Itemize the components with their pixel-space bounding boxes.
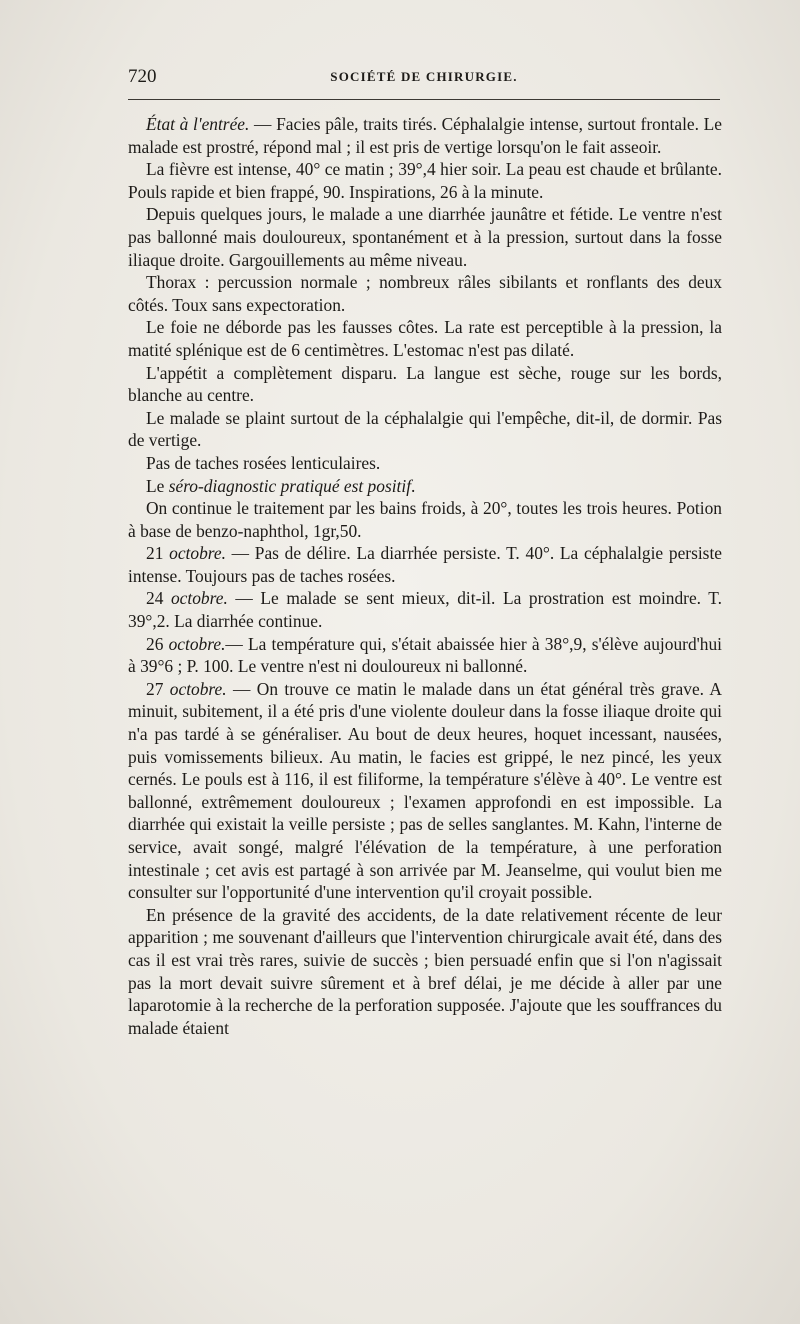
paragraph-appetit: L'appétit a complètement disparu. La langue est sèche, rouge sur les bords, blanche au centre.: [128, 362, 722, 406]
date-day: 21: [146, 543, 170, 564]
paragraph-text: — Pas de délire. La diarrhée persiste. T. 40°. La céphalalgie persiste intense. Toujours pas de taches rosées.: [128, 543, 722, 586]
paragraph-text: Le: [146, 475, 169, 496]
paragraph-diarrhee: Depuis quelques jours, le malade a une diarrhée jaunâtre et fétide. Le ventre n'est pas ballonné mais douloureux, spontanément et à la pression, surtout dans la fosse iliaque droite. Gargouillements au même niveau.: [128, 204, 722, 270]
paragraph-27-octobre: [128, 678, 722, 904]
paragraph-sero-diagnostic: [128, 475, 722, 498]
paragraph-presence: En présence de la gravité des accidents, de la date relativement récente de leur apparition ; me souvenant d'ailleurs que l'intervention chirurgicale avait été, dans des cas il est vrai très rares, suivie de succès ; bien persuadé enfin que si l'on n'agissait pas la mort devait suivre sûrement et à bref délai, je me décide à aller par une laparotomie à la recherche de la perforation supposée. J'ajoute que les souffrances du malade étaient: [128, 904, 722, 1038]
date-month: octobre.: [168, 633, 226, 654]
date-month: octobre.: [169, 543, 226, 564]
paragraph-24-octobre: [128, 587, 722, 632]
paragraph-entree: [128, 113, 722, 158]
page-number: 720: [128, 66, 157, 87]
paragraph-cephalalgie: Le malade se plaint surtout de la céphalalgie qui l'empêche, dit-il, de dormir. Pas de vertige.: [128, 407, 722, 451]
paragraph-tail: .: [411, 475, 416, 496]
paragraph-taches: Pas de taches rosées lenticulaires.: [146, 452, 381, 473]
paragraph-26-octobre: [128, 633, 722, 678]
paragraph-text: — On trouve ce matin le malade dans un état général très grave. A minuit, subitement, il a été pris d'une violente douleur dans la fosse iliaque droite qui n'a pas tardé à se généraliser. Au bout de deux heures, hoquet incessant, nausées, puis vomissements bilieux. Au matin, le facies est grippé, le nez pincé, les yeux cernés. Le pouls est à 116, il est filiforme, la température s'élève à 40°. Le ventre est ballonné, extrêmement douloureux ; l'examen approfondi en est impossible. La diarrhée qui existait la veille persiste ; pas de selles sanglantes. M. Kahn, l'interne de service, avait songé, malgré l'élévation de la température, à une perforation intestinale ; cet avis est partagé à son arrivée par M. Jeanselme, qui voulut bien me consulter sur l'opportunité d'une intervention qu'il croyait possible.: [128, 678, 722, 903]
paragraph-traitement: On continue le traitement par les bains froids, à 20°, toutes les trois heures. Potion à base de benzo-naphthol, 1gr,50.: [128, 498, 722, 541]
paragraph-21-octobre: [128, 542, 722, 587]
date-day: 24: [146, 588, 171, 609]
paragraph-text: — Le malade se sent mieux, dit-il. La prostration est moindre. T. 39°,2. La diarrhée continue.: [128, 588, 722, 632]
running-header: [128, 66, 720, 88]
paragraph-foie: Le foie ne déborde pas les fausses côtes. La rate est perceptible à la pression, la matité splénique est de 6 centimètres. L'estomac n'est pas dilaté.: [128, 317, 722, 360]
body-text: [128, 113, 722, 1039]
running-title: SOCIÉTÉ DE CHIRURGIE.: [330, 69, 518, 84]
paragraph-lead: État à l'entrée.: [146, 114, 250, 134]
date-month: octobre.: [169, 678, 227, 699]
paragraph-italic: séro-diagnostic pratiqué est positif: [168, 475, 412, 496]
date-day: 27: [146, 678, 170, 699]
paragraph-thorax: Thorax : percussion normale ; nombreux râles sibilants et ronflants des deux côtés. Toux sans expectoration.: [128, 272, 722, 315]
header-rule: [128, 99, 720, 100]
date-month: octobre.: [170, 588, 228, 609]
paragraph-text: — Facies pâle, traits tirés. Céphalalgie intense, surtout frontale. Le malade est prostré, répond mal ; il est pris de vertige lorsqu'on le fait asseoir.: [128, 114, 722, 157]
date-day: 26: [146, 633, 169, 654]
paragraph-fievre: La fièvre est intense, 40° ce matin ; 39°,4 hier soir. La peau est chaude et brûlante. Pouls rapide et bien frappé, 90. Inspirations, 26 à la minute.: [128, 159, 722, 202]
paragraph-text: — La température qui, s'était abaissée hier à 38°,9, s'élève aujourd'hui à 39°6 ; P. 100. Le ventre n'est ni douloureux ni ballonné.: [128, 633, 722, 677]
